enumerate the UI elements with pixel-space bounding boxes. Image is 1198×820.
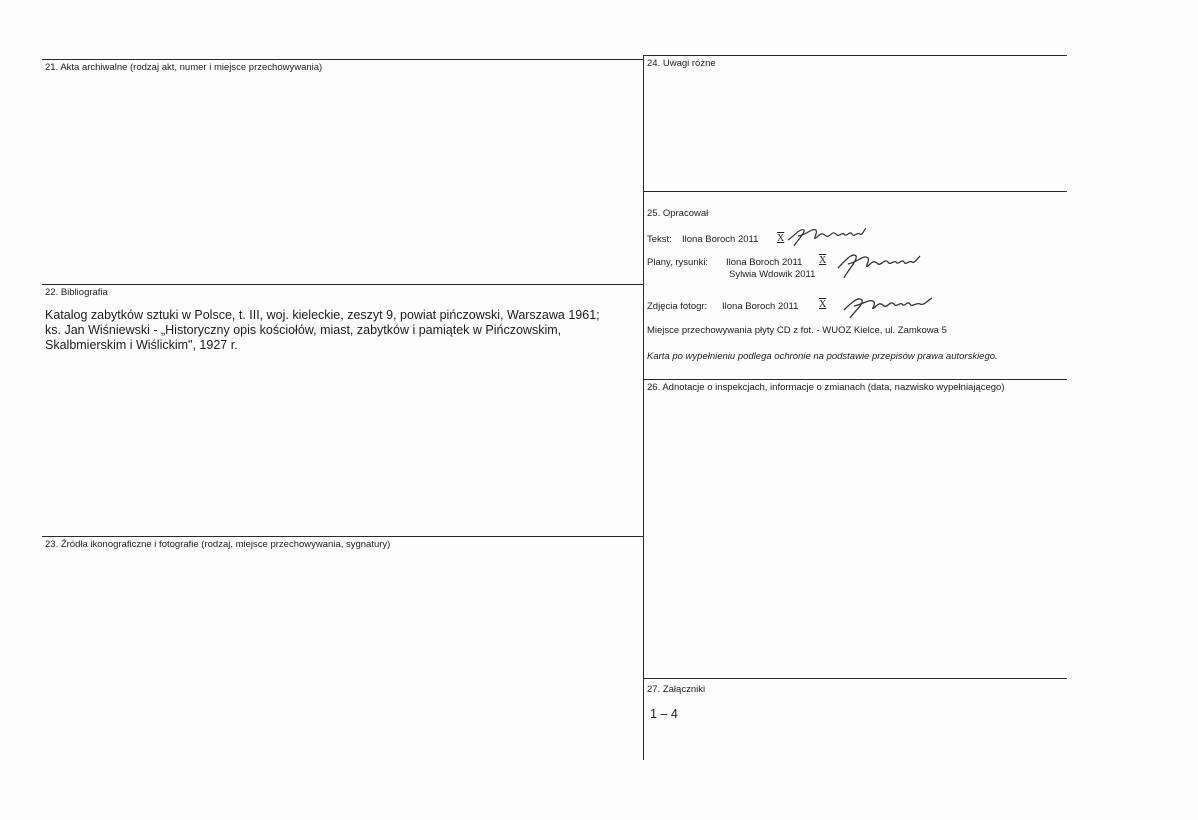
tekst-label: Tekst: — [647, 234, 672, 245]
rule-section-22 — [42, 284, 643, 285]
section-21-title: 21. Akta archiwalne (rodzaj akt, numer i miejsce przechowywania) — [45, 62, 323, 73]
tekst-value: Ilona Boroch 2011 — [682, 234, 759, 245]
signature-icon — [834, 248, 924, 280]
zdjecia-label: Zdjęcia fotogr: — [647, 301, 708, 312]
rule-section-27 — [643, 678, 1067, 679]
section-23-title: 23. Źródła ikonograficzne i fotografie (rodzaj, miejsce przechowywania, sygnatury) — [45, 539, 391, 550]
plany-value-1: Ilona Boroch 2011 — [726, 257, 803, 268]
signature-icon — [786, 222, 868, 248]
section-25-title: 25. Opracował — [647, 208, 709, 219]
plany-value-2: Sylwia Wdowik 2011 — [729, 269, 816, 280]
bibliography-entry: ks. Jan Wiśniewski - „Historyczny opis kościołów, miast, zabytków i pamiątek w Pińczowskim, Skalbmierskim i Wiślickim", 1927 r. — [45, 323, 562, 352]
copyright-note: Karta po wypełnieniu podlega ochronie na podstawie przepisów prawa autorskiego. — [647, 351, 998, 362]
bibliography-list — [45, 308, 625, 353]
signature-icon — [840, 292, 936, 320]
rule-section-26 — [643, 379, 1067, 380]
bibliography-entry: Katalog zabytków sztuki w Polsce, t. III, woj. kieleckie, zeszyt 9, powiat pińczowski, Warszawa 1961; — [45, 308, 600, 322]
plany-roman-mark: X — [819, 255, 827, 266]
top-rule-left — [42, 59, 643, 60]
attachments-value: 1 – 4 — [650, 707, 678, 721]
top-rule-right — [643, 55, 1067, 56]
plany-label: Plany, rysunki: — [647, 257, 709, 268]
tekst-roman-mark: X — [777, 233, 785, 244]
zdjecia-value: Ilona Boroch 2011 — [722, 301, 799, 312]
section-22-title: 22. Bibliografia — [45, 287, 108, 298]
rule-section-23 — [42, 536, 643, 537]
zdjecia-roman-mark: X — [819, 299, 827, 310]
section-27-title: 27. Załączniki — [647, 684, 706, 695]
cd-storage-location: Miejsce przechowywania płyty CD z fot. - WUOZ Kielce, ul. Zamkowa 5 — [647, 325, 947, 336]
rule-section-25 — [643, 191, 1067, 192]
section-26-title: 26. Adnotacje o inspekcjach, informacje o zmianach (data, nazwisko wypełniającego) — [647, 382, 1005, 393]
section-24-title: 24. Uwagi różne — [647, 58, 716, 69]
column-divider — [643, 55, 644, 760]
